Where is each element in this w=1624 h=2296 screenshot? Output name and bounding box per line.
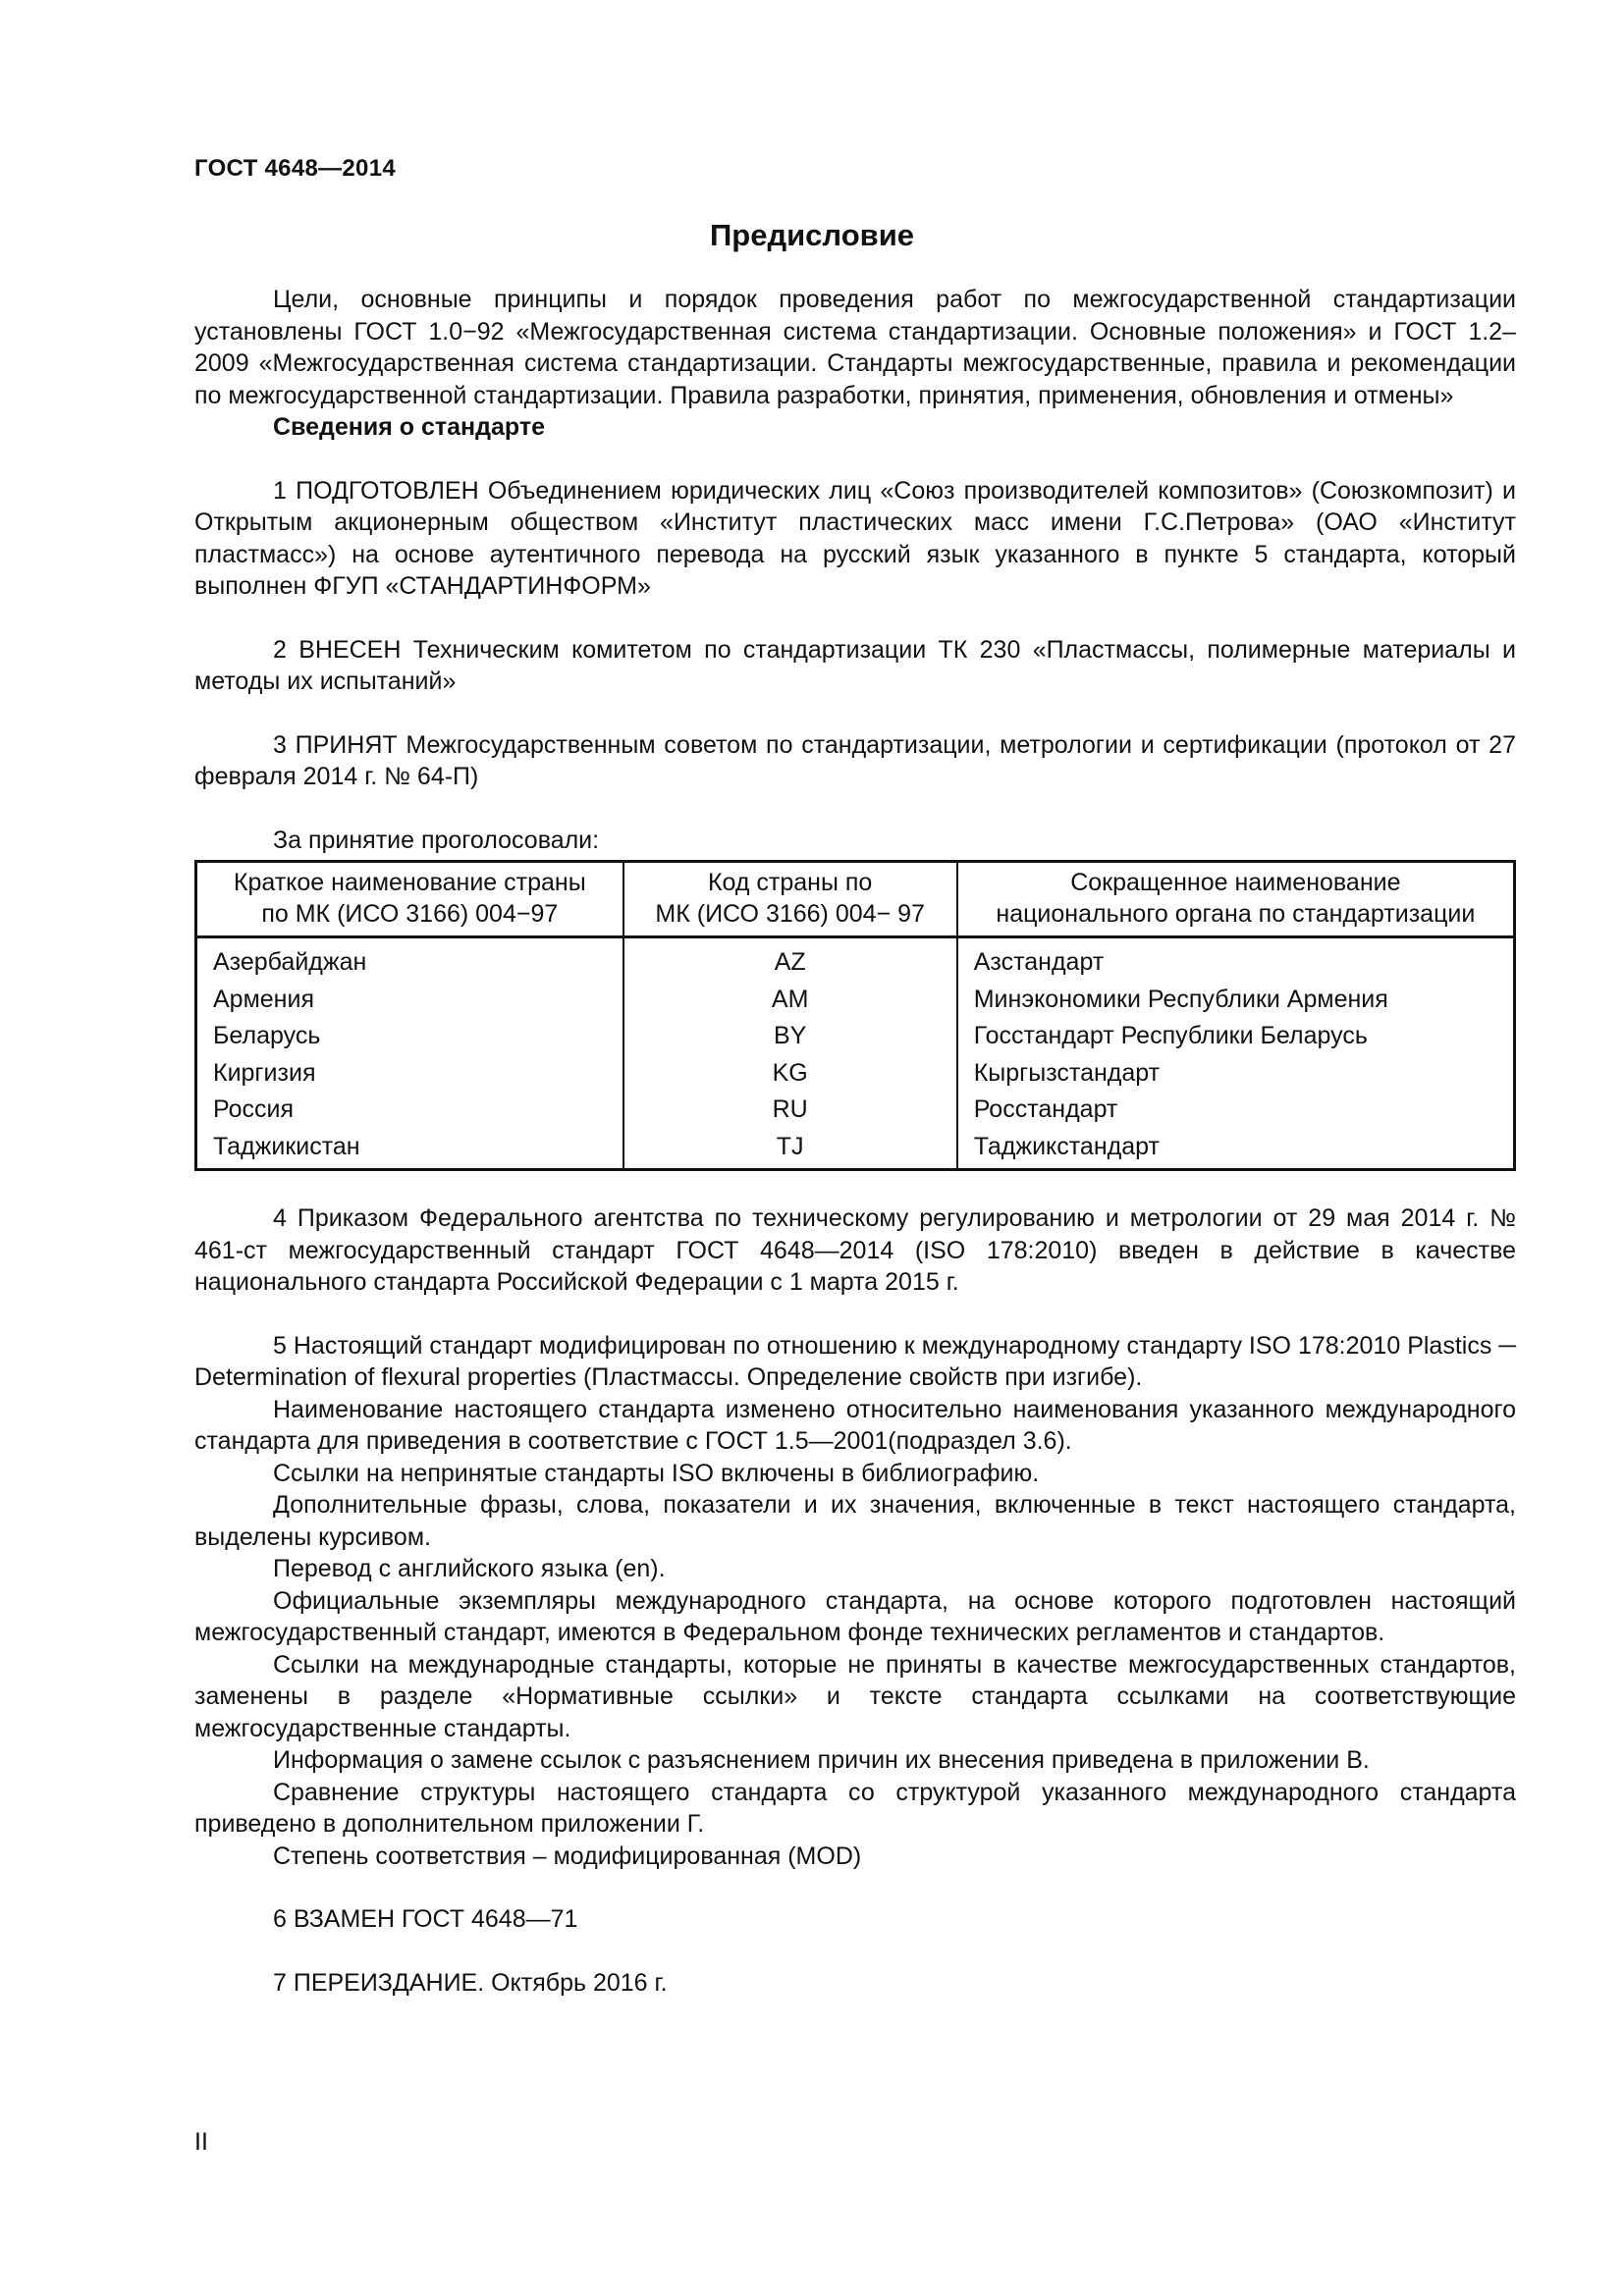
info-heading: Сведения о стандарте (273, 413, 546, 441)
country-column-header (196, 862, 623, 937)
body-header-line-1: Сокращенное наименование (1070, 869, 1401, 896)
preface-body (194, 284, 1516, 1999)
table-row (196, 982, 1515, 1019)
table-row (196, 1092, 1515, 1129)
item-3-adopted: 3 ПРИНЯТ Межгосударственным советом по стандартизации, метрологии и сертификации (протокол от 27 февраля 2014 г. № 64-П) (194, 730, 1516, 790)
code-cell: RU (623, 1092, 957, 1129)
standards-body-cell: Минэкономики Республики Армения (957, 982, 1515, 1019)
standards-body-cell: Азстандарт (957, 937, 1515, 982)
country-cell: Киргизия (196, 1055, 623, 1093)
intro-paragraph: Цели, основные принципы и порядок проведения работ по межгосударственной стандартизации установлены ГОСТ 1.0−92 «Межгосударственная система стандартизации. Основные положения» и ГОСТ 1.2–2009 «Межгосударственная система стандартизации. Стандарты межгосударственные, правила и рекомендации по межгосударственной стандартизации. Правила разработки, принятия, применения, обновления и отмены» (194, 286, 1516, 409)
table-row (196, 1055, 1515, 1093)
item-2-introduced: 2 ВНЕСЕН Техническим комитетом по стандартизации ТК 230 «Пластмассы, полимерные материалы и методы их испытаний» (194, 635, 1516, 695)
vote-label: За принятие проголосовали: (273, 826, 600, 854)
country-cell: Россия (196, 1092, 623, 1129)
code-cell: TJ (623, 1129, 957, 1170)
item-6-replaces: 6 ВЗАМЕН ГОСТ 4648—71 (273, 1905, 578, 1933)
code-column-header (623, 862, 957, 937)
code-cell: BY (623, 1018, 957, 1055)
code-cell: AM (623, 982, 957, 1019)
standards-body-cell: Госстандарт Республики Беларусь (957, 1018, 1515, 1055)
item-7-reissue: 7 ПЕРЕИЗДАНИЕ. Октябрь 2016 г. (273, 1968, 668, 1997)
member-countries-table (194, 860, 1516, 1171)
standards-body-cell: Таджикстандарт (957, 1129, 1515, 1170)
standards-body-cell: Росстандарт (957, 1092, 1515, 1129)
country-cell: Таджикистан (196, 1129, 623, 1170)
country-cell: Азербайджан (196, 937, 623, 982)
item-5-paragraph: Сравнение структуры настоящего стандарта со структурой указанного международного стандарта приведено в дополнительном приложении Г. (194, 1778, 1516, 1838)
table-row (196, 937, 1515, 982)
item-5-paragraph: Официальные экземпляры международного стандарта, на основе которого подготовлен настоящий межгосударственный стандарт, имеются в Федеральном фонде технических регламентов и стандартов. (194, 1586, 1516, 1646)
code-cell: AZ (623, 937, 957, 982)
country-cell: Армения (196, 982, 623, 1019)
country-cell: Беларусь (196, 1018, 623, 1055)
country-header-line-2: по МК (ИСО 3166) 004−97 (261, 900, 559, 928)
item-5-paragraph: Информация о замене ссылок с разъяснением причин их внесения приведена в приложении В. (273, 1746, 1370, 1774)
table-row (196, 1018, 1515, 1055)
item-5-paragraph: Ссылки на международные стандарты, которые не приняты в качестве межгосударственных стандартов, заменены в разделе «Нормативные ссылки» и тексте стандарта ссылками на соответствующие межгосударственные стандарты. (194, 1650, 1516, 1742)
table-row (196, 1129, 1515, 1170)
item-5-paragraph: Дополнительные фразы, слова, показатели и их значения, включенные в текст настоящего стандарта, выделены курсивом. (194, 1491, 1516, 1551)
item-5-paragraph: Степень соответствия – модифицированная (MOD) (273, 1842, 862, 1870)
item-5-paragraph: Наименование настоящего стандарта изменено относительно наименования указанного международного стандарта для приведения в соответствие с ГОСТ 1.5—2001(подраздел 3.6). (194, 1395, 1516, 1455)
item-5-paragraph: Перевод с английского языка (en). (273, 1555, 666, 1582)
item-4-order: 4 Приказом Федерального агентства по техническому регулированию и метрологии от 29 мая 2014 г. № 461-ст межгосударственный стандарт ГОСТ 4648—2014 (ISO 178:2010) введен в действие в качестве национального стандарта Российской Федерации с 1 марта 2015 г. (194, 1204, 1516, 1296)
body-column-header (957, 862, 1515, 937)
item-5-paragraph: Ссылки на непринятые стандарты ISO включены в библиографию. (273, 1459, 1040, 1487)
page-number: II (194, 2128, 208, 2156)
table-header-row (196, 862, 1515, 937)
code-cell: KG (623, 1055, 957, 1093)
item-5-block (194, 1330, 1516, 1873)
code-header-line-1: Код страны по (707, 869, 873, 896)
document-code: ГОСТ 4648—2014 (194, 155, 397, 182)
code-header-line-2: МК (ИСО 3166) 004− 97 (655, 900, 925, 928)
item-1-prepared: 1 ПОДГОТОВЛЕН Объединением юридических лиц «Союз производителей композитов» (Союзкомпозит) и Открытым акционерным обществом «Институт пластических масс имени Г.С.Петрова» (ОАО «Институт пластмасс») на основе аутентичного перевода на русский язык указанного в пункте 5 стандарта, который выполнен ФГУП «СТАНДАРТИНФОРМ» (194, 476, 1516, 600)
page-title: Предисловие (709, 218, 914, 252)
country-header-line-1: Краткое наименование страны (233, 869, 586, 896)
item-5-paragraph: 5 Настоящий стандарт модифицирован по отношению к международному стандарту ISO 178:2010 Plastics ─ Determination of flexural properties (Пластмассы. Определение свойств при изгибе). (194, 1331, 1516, 1391)
body-header-line-2: национального органа по стандартизации (996, 900, 1476, 928)
standards-body-cell: Кыргызстандарт (957, 1055, 1515, 1093)
